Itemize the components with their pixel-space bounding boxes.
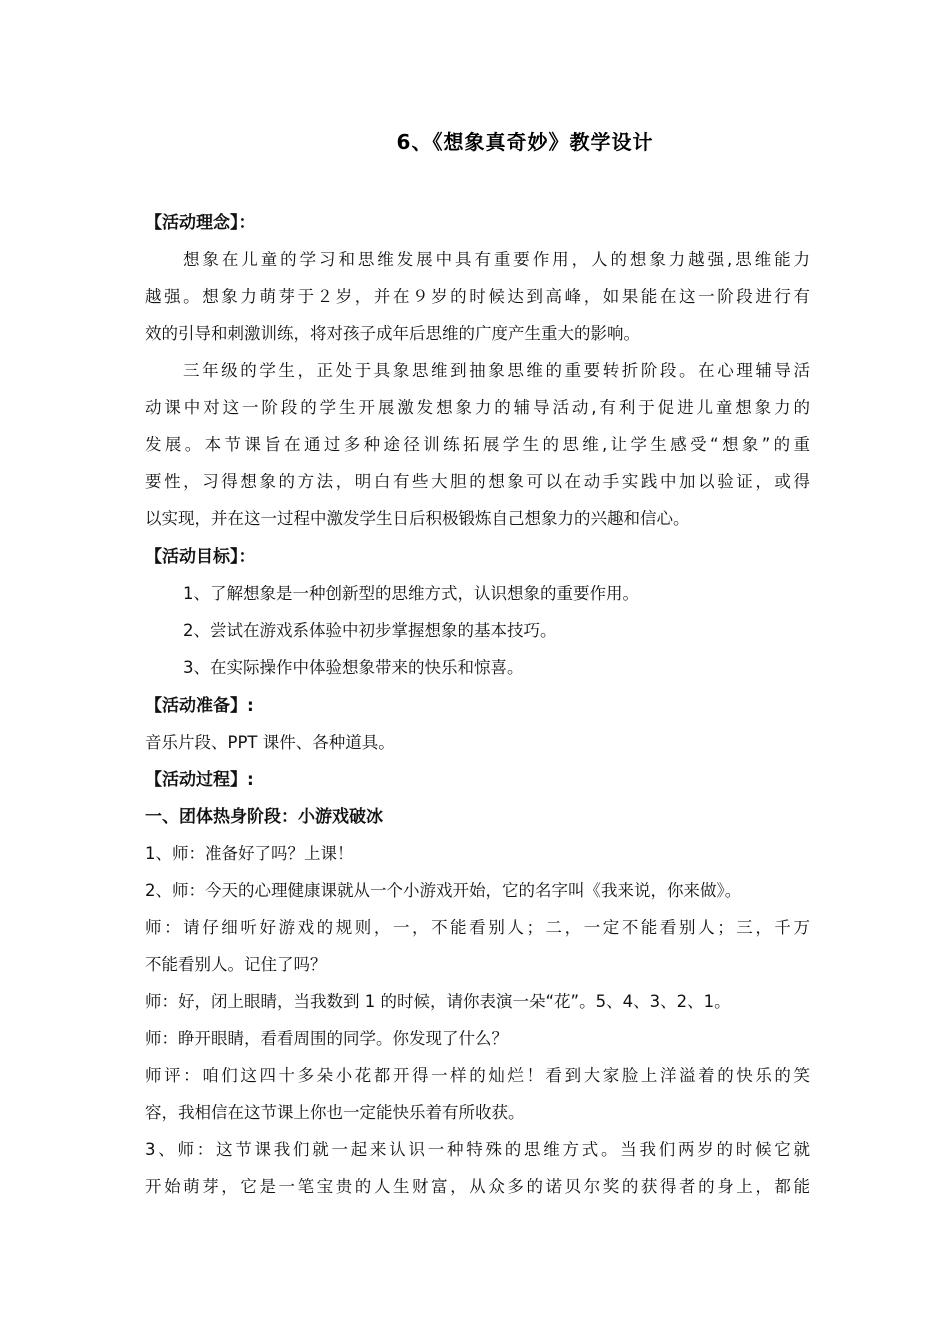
section-heading-concept: 【活动理念】： (145, 213, 256, 233)
paragraph-line: 2、师：今天的心理健康课就从一个小游戏开始，它的名字叫《我来说，你来做》。 (145, 881, 742, 900)
paragraph-line: 发展。本节课旨在通过多种途径训练拓展学生的思维,让学生感受“想象”的重 (145, 435, 810, 454)
goal-item: 2、尝试在游戏系体验中初步掌握想象的基本技巧。 (183, 621, 557, 640)
paragraph-line: 师：请仔细听好游戏的规则，一，不能看别人；二，一定不能看别人；三，千万 (145, 918, 810, 937)
paragraph-line: 3、师：这节课我们就一起来认识一种特殊的思维方式。当我们两岁的时候它就 (145, 1140, 810, 1159)
section-heading-process: 【活动过程】: (145, 770, 254, 790)
section-heading-goals: 【活动目标】： (145, 547, 256, 567)
paragraph-line: 以实现，并在这一过程中激发学生日后积极锻炼自己想象力的兴趣和信心。 (145, 509, 690, 528)
paragraph-line: 不能看别人。记住了吗？ (145, 955, 327, 974)
paragraph-line: 开始萌芽，它是一笔宝贵的人生财富，从众多的诺贝尔奖的获得者的身上，都能 (145, 1177, 810, 1196)
document-title: 6、《想象真奇妙》教学设计 (396, 130, 654, 154)
goal-item: 1、了解想象是一种创新型的思维方式，认识想象的重要作用。 (183, 584, 639, 603)
paragraph-line: 音乐片段、PPT 课件、各种道具。 (145, 733, 395, 752)
paragraph-line: 师：睁开眼睛，看看周围的同学。你发现了什么？ (145, 1029, 508, 1048)
section-heading-preparation: 【活动准备】: (145, 696, 254, 716)
paragraph-line: 越强。想象力萌芽于２岁，并在９岁的时候达到高峰，如果能在这一阶段进行有 (145, 287, 810, 306)
paragraph-line: 1、师：准备好了吗？上课！ (145, 844, 354, 863)
subsection-heading: 一、团体热身阶段：小游戏破冰 (145, 807, 383, 827)
paragraph-line: 动课中对这一阶段的学生开展激发想象力的辅导活动,有利于促进儿童想象力的 (145, 398, 810, 417)
paragraph-line: 想象在儿童的学习和思维发展中具有重要作用，人的想象力越强,思维能力 (183, 250, 810, 269)
paragraph-line: 效的引导和刺激训练，将对孩子成年后思维的广度产生重大的影响。 (145, 324, 640, 343)
paragraph-line: 师评：咱们这四十多朵小花都开得一样的灿烂！看到大家脸上洋溢着的快乐的笑 (145, 1066, 810, 1085)
paragraph-line: 师：好，闭上眼睛，当我数到 1 的时候，请你表演一朵“花”。5、4、3、2、1。 (145, 992, 731, 1011)
paragraph-line: 容，我相信在这节课上你也一定能快乐着有所收获。 (145, 1103, 525, 1122)
goal-item: 3、在实际操作中体验想象带来的快乐和惊喜。 (183, 658, 524, 677)
paragraph-line: 要性，习得想象的方法，明白有些大胆的想象可以在动手实践中加以验证，或得 (145, 472, 810, 491)
paragraph-line: 三年级的学生，正处于具象思维到抽象思维的重要转折阶段。在心理辅导活 (183, 361, 810, 380)
